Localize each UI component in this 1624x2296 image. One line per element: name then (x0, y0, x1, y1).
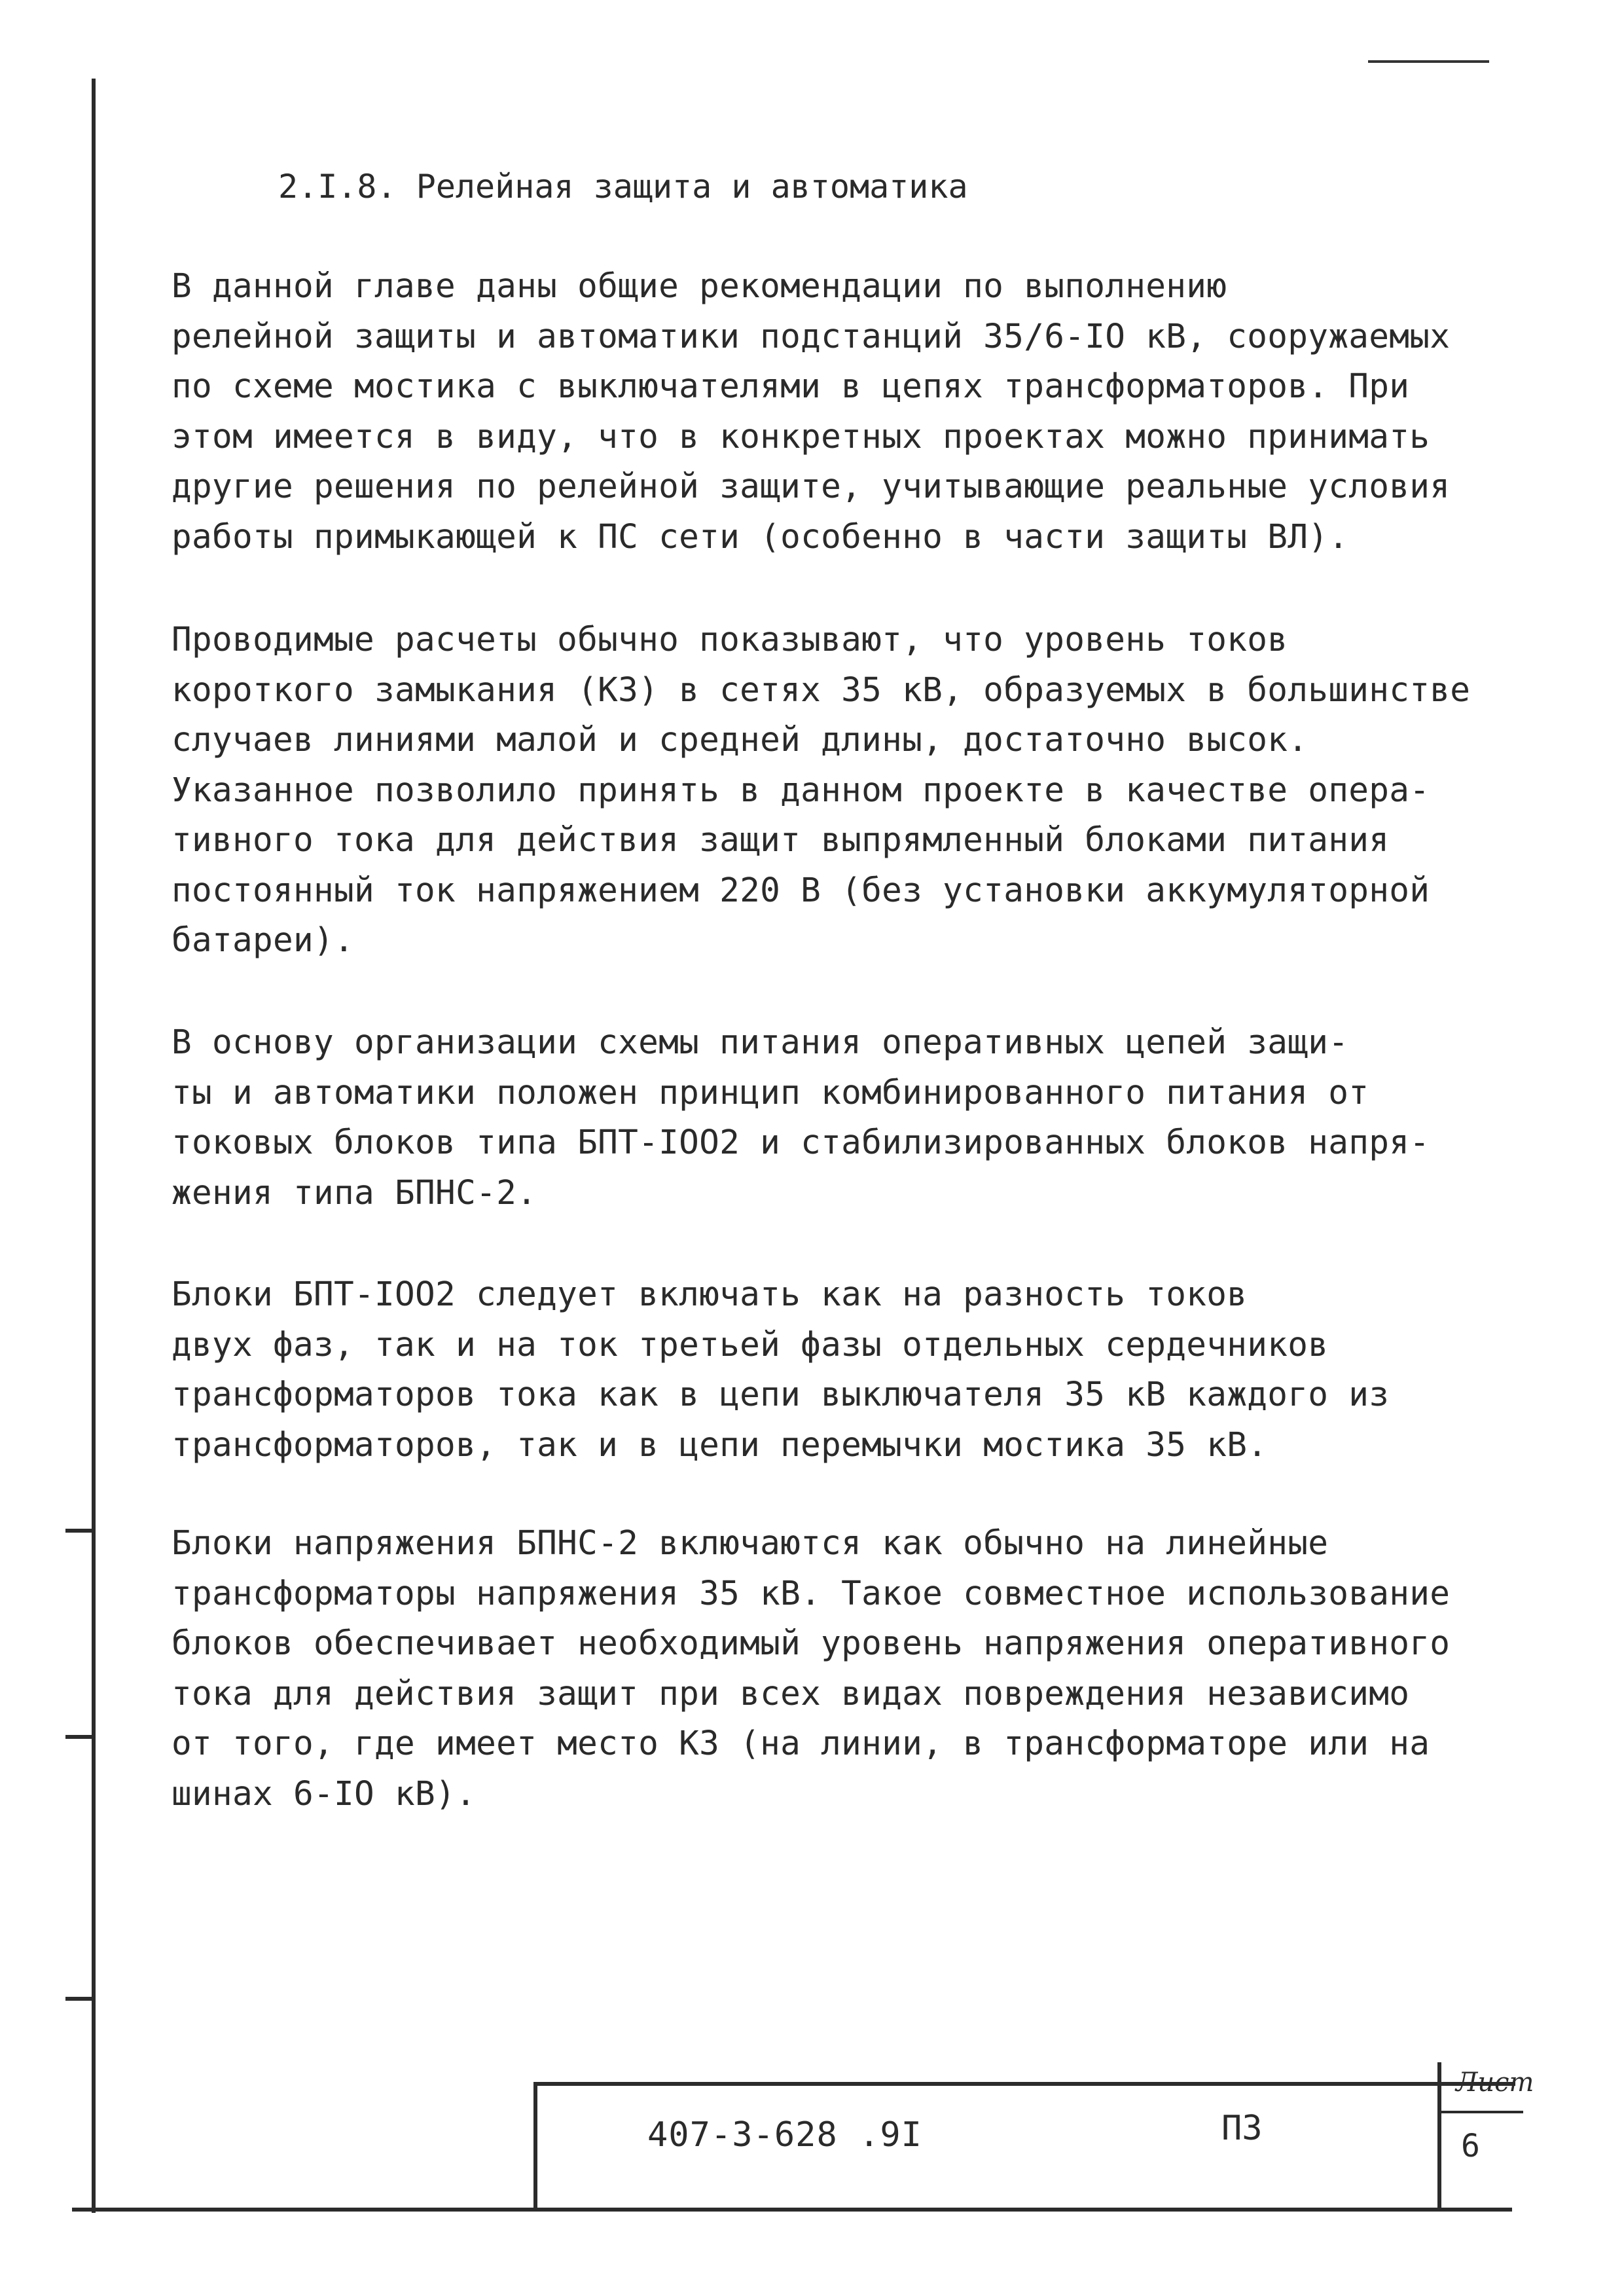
margin-tick (65, 1529, 94, 1533)
sheet-divider (1441, 2111, 1523, 2113)
document-code: 407-3-628 .9I (647, 2115, 922, 2155)
sheet-number-box (1437, 2062, 1534, 2208)
document-kind: ПЗ (1221, 2109, 1263, 2148)
paragraph-power-supply-principle: В основу организации схемы питания оперативных цепей защи- ты и автоматики положен принцип комбинированного питания от токовых блоков типа БПТ-IOO2 и стабилизированных блоков напря- жения типа БПНС-2. (171, 1023, 1430, 1212)
paragraph-bpns-blocks: Блоки напряжения БПНС-2 включаются как обычно на линейные трансформаторы напряжения 35 кВ. Такое совместное использование блоков обеспечивает необходимый уровень напряжения оперативного тока для действия защит при всех видах повреждения независимо от того, где имеет место КЗ (на линии, в трансформаторе или на шинах 6-IO кВ). (171, 1524, 1451, 1813)
top-rule (1368, 60, 1489, 63)
sheet-number: 6 (1461, 2128, 1480, 2164)
sheet-label: Лист (1456, 2068, 1534, 2098)
paragraph-bpt-blocks: Блоки БПТ-IOO2 следует включать как на разность токов двух фаз, так и на ток третьей фазы отдельных сердечников трансформаторов тока как в цепи выключателя 35 кВ каждого из трансформаторов, так и в цепи перемычки мостика 35 кВ. (171, 1275, 1390, 1465)
binding-margin-line (92, 79, 96, 2213)
bottom-frame-line (72, 2208, 1512, 2212)
title-block-stamp (533, 2068, 1534, 2208)
paragraph-general-recommendations: В данной главе даны общие рекомендации по выполнению релейной защиты и автоматики подстанций 35/6-IO кВ, сооружаемых по схеме мостика с выключателями в цепях трансформаторов. При этом имеется в виду, что в конкретных проектах можно принимать другие решения по релейной защите, учитывающие реальные условия работы примыкающей к ПС сети (особенно в части защиты ВЛ). (171, 267, 1451, 556)
margin-tick (65, 1997, 94, 2001)
paragraph-short-circuit-levels: Проводимые расчеты обычно показывают, что уровень токов короткого замыкания (КЗ) в сетях 35 кВ, образуемых в большинстве случаев линиями малой и средней длины, достаточно высок. Указанное позволило принять в данном проекте в качестве опера- тивного тока для действия защит выпрямленный блоками питания постоянный ток напряжением 220 В (без установки аккумуляторной батареи). (171, 621, 1471, 960)
margin-tick (65, 1735, 94, 1739)
section-heading: 2.I.8. Релейная защита и автоматика (278, 168, 968, 206)
